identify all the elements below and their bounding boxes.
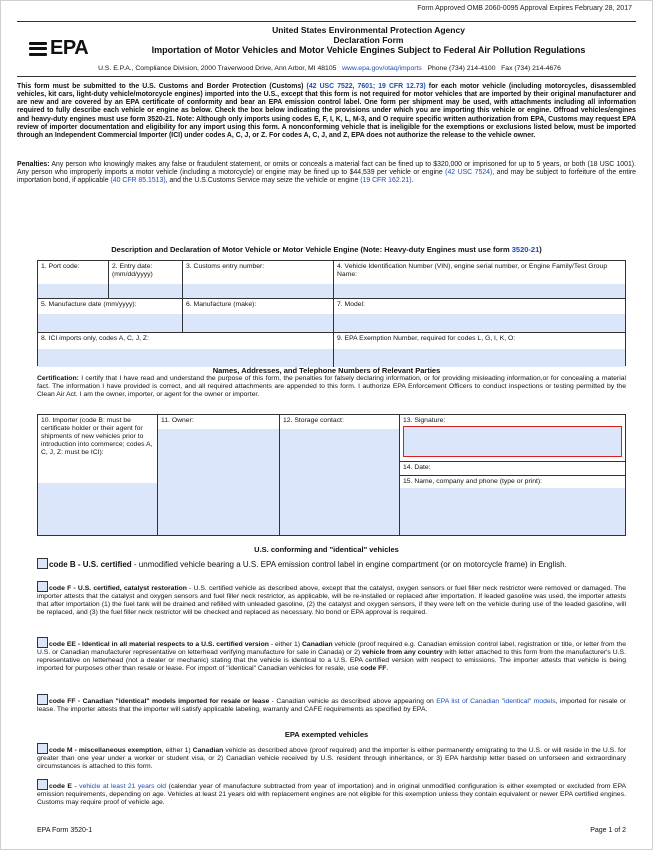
name-company-phone-input[interactable] bbox=[400, 488, 625, 535]
certification-label: Certification: bbox=[37, 375, 79, 382]
grid-row-3 bbox=[38, 333, 625, 367]
code-f-option bbox=[37, 581, 626, 617]
storage-contact-field[interactable] bbox=[280, 415, 400, 535]
exemption-number-label: 9. EPA Exemption Number, required for codes L, G, I, K, O: bbox=[337, 335, 516, 342]
code-b-checkbox[interactable] bbox=[37, 558, 48, 569]
code-ee-text-3: with letter attached to this form from the manufacturer's U.S. representative on letterhead (not a dealer or mechanic) stating that the vehicle is identical to a U.S. EPA certified version with respect to emissions. The importer attests that vehicle is being imported for purposes other than resale or lease. For import of "identical" Canadian vehicles for resale, use bbox=[37, 649, 626, 673]
code-ff-text-2: , imported for resale or lease. The importer attests that the importer will satisfy applicable labeling, warranty and CAFE requirements as specified by EPA. bbox=[37, 698, 626, 714]
code-ff-option bbox=[37, 694, 626, 714]
date-label: 14. Date: bbox=[403, 464, 431, 471]
code-b-text: - unmodified vehicle bearing a U.S. EPA emission control label in engine compartment (or on motorcycle frame) in English. bbox=[131, 560, 567, 569]
importer-label: 10. Importer (code B: must be certificate holder or their agent for shipments of new vehicles prior to introduction into commerce; codes A, C, J, Z: must be ICI): bbox=[41, 417, 153, 457]
name-company-phone-field[interactable] bbox=[400, 476, 625, 535]
manufacture-date-label: 5. Manufacture date (mm/yyyy): bbox=[41, 301, 137, 308]
ici-field[interactable] bbox=[38, 333, 334, 367]
code-e-text-1: - bbox=[71, 783, 80, 790]
signature-field[interactable] bbox=[400, 415, 625, 462]
intro-text-1: This form must be submitted to the U.S. Customs and Border Protection (Customs) bbox=[17, 83, 307, 90]
code-ee-text-4: . bbox=[386, 665, 389, 673]
importer-input[interactable] bbox=[38, 483, 157, 535]
owner-label: 11. Owner: bbox=[161, 417, 194, 424]
epa-logo-icon bbox=[27, 39, 49, 59]
vehicle-description-grid bbox=[37, 260, 626, 366]
manufacture-date-input[interactable] bbox=[38, 314, 182, 332]
manufacture-date-field[interactable] bbox=[38, 299, 183, 332]
code-m-title: code M - miscellaneous exemption bbox=[49, 747, 162, 754]
agency-name: United States Environmental Protection Agency bbox=[272, 25, 465, 35]
penalties-label: Penalties: bbox=[17, 161, 50, 168]
code-f-title: code F - U.S. certified, catalyst restoration bbox=[49, 585, 187, 592]
code-m-text-1: , either 1) bbox=[161, 747, 193, 754]
epa-logo bbox=[27, 37, 88, 61]
form-number: EPA Form 3520-1 bbox=[37, 826, 93, 834]
vin-field[interactable] bbox=[334, 261, 625, 298]
penalties-link-2[interactable]: (40 CFR 85.1513) bbox=[110, 177, 166, 185]
penalties-link-1[interactable]: (42 USC 7524) bbox=[445, 169, 493, 177]
vin-input[interactable] bbox=[334, 284, 625, 298]
code-ee-canadian: Canadian bbox=[302, 641, 333, 648]
model-label: 7. Model: bbox=[337, 301, 365, 308]
port-code-label: 1. Port code: bbox=[41, 263, 80, 270]
code-ee-checkbox[interactable] bbox=[37, 637, 48, 648]
penalties-text-4: . bbox=[411, 177, 414, 185]
owner-input[interactable] bbox=[158, 429, 279, 535]
penalties-text-1: Any person who knowingly makes any false or fraudulent statement, or omits or conceals a material fact can be fined up to $320,000 or imprisoned for up to 5 years, or both (18 USC 1001). Any person who improperly imports a motor vehicle (including a motorcycle) or engine may be fined up to $44,539 per vehicle or engine bbox=[17, 161, 636, 177]
customs-entry-label: 3. Customs entry number: bbox=[186, 263, 265, 270]
agency-fax: Fax (734) 214-4676 bbox=[501, 64, 561, 72]
page-number: Page 1 of 2 bbox=[590, 826, 626, 834]
section-exempted-heading: EPA exempted vehicles bbox=[284, 730, 369, 739]
signature-label: 13. Signature: bbox=[403, 417, 446, 424]
manufacturer-label: 6. Manufacture (make): bbox=[186, 301, 257, 308]
certification-paragraph bbox=[37, 375, 626, 399]
code-e-checkbox[interactable] bbox=[37, 779, 48, 790]
section-description-heading bbox=[17, 246, 636, 255]
code-e-title: code E bbox=[49, 783, 72, 790]
code-ee-ff-ref: code FF bbox=[360, 665, 387, 673]
name-company-phone-label: 15. Name, company and phone (type or print): bbox=[403, 478, 543, 485]
code-ee-text-1: - either 1) bbox=[268, 641, 302, 648]
code-ee-any-country: vehicle from any country bbox=[362, 649, 443, 657]
manufacturer-field[interactable] bbox=[183, 299, 334, 332]
form-header bbox=[17, 21, 636, 77]
form-title: Importation of Motor Vehicles and Motor Vehicle Engines Subject to Federal Air Pollution Regulations bbox=[151, 45, 586, 56]
code-b-option bbox=[37, 558, 626, 569]
code-ee-text-2: vehicle (proof required e.g. Canadian emission control label, registration or title, or letter from the U.S. or Canadian manufacturer representative on letterhead verifying manufacture for sale in Canada) or 2) bbox=[37, 641, 626, 657]
penalties-text-3: , and the U.S.Customs Service may seize the vehicle or engine bbox=[165, 177, 361, 185]
vehicle-21-years-link[interactable]: vehicle at least 21 years old bbox=[79, 783, 167, 790]
code-ff-title: code FF - Canadian "identical" models imported for resale or lease bbox=[49, 698, 270, 705]
intro-text-2: for each motor vehicle (including motorcycles, disassembled vehicles, kit cars, light-duty vehicle/motorcycle engines) imported into the U.S., except that this form is not required for motor vehicles that are imported by their original manufacturer and are new and are covered by an EPA certificate of conformity and bear an EPA emission control label. One form per shipment may be used, with attachments including all information required to fully describe each vehicle or engine as below. Check the box below indicating the provisions under which you are importing this vehicle or engine. Offroad vehicles/engines and heavy-duty engines must use form 3520-21. Note: Although only imports using codes E, F, I, K, L, M-3, and O require specific written authorization from EPA, Customs may request EPA review of importer documentation and eligibility for any import using this form. A nonconforming vehicle that is ineligible for the exemptions or exclusions listed below, must be imported through an Independent Commercial Importer (ICI) under codes A, C, J, or Z. For codes A, C, J, and Z, EPA does not authorize the release to the vehicle owner. bbox=[17, 83, 637, 139]
storage-contact-label: 12. Storage contact: bbox=[283, 417, 344, 424]
section-description-heading-end: ) bbox=[539, 245, 542, 254]
penalties-paragraph bbox=[17, 161, 636, 185]
code-m-text-2: vehicle as described above (proof required) and the importer is either permanently emigrating to the U.S. or will reside in the U.S. for greater than one year under a worker or student visa, or 2) Canadian vehicle received by U.S. resident through inheritance, or 3) EPA hardship letter based on unforseen and extraordinary circumstances is attached to this form. bbox=[37, 747, 626, 771]
vin-label: 4. Vehicle Identification Number (VIN), engine serial number, or Engine Family/Test Group Name: bbox=[337, 263, 608, 279]
imports-url-link[interactable]: www.epa.gov/otaq/imports bbox=[342, 64, 422, 72]
code-ff-text-1: - Canadian vehicle as described above appearing on bbox=[269, 698, 437, 705]
intro-paragraph bbox=[17, 83, 636, 140]
code-ee-option bbox=[37, 637, 626, 673]
exemption-number-field[interactable] bbox=[334, 333, 625, 367]
customs-entry-field[interactable] bbox=[183, 261, 334, 298]
importer-field[interactable] bbox=[38, 415, 158, 535]
ici-label: 8. ICI imports only, codes A, C, J, Z: bbox=[41, 335, 149, 342]
section-parties-heading: Names, Addresses, and Telephone Numbers of Relevant Parties bbox=[212, 366, 441, 375]
entry-date-label: 2. Entry date: (mm/dd/yyyy) bbox=[112, 263, 153, 279]
penalties-link-3[interactable]: (19 CFR 162.21) bbox=[360, 177, 412, 185]
owner-field[interactable] bbox=[158, 415, 280, 535]
agency-address-line bbox=[27, 65, 632, 73]
section-us-conforming-heading: U.S. conforming and "identical" vehicles bbox=[254, 545, 399, 554]
manufacturer-input[interactable] bbox=[183, 314, 333, 332]
port-code-input[interactable] bbox=[38, 284, 108, 298]
epa-logo-text: EPA bbox=[50, 37, 89, 59]
grid-row-2 bbox=[38, 299, 625, 333]
date-field[interactable] bbox=[400, 462, 625, 476]
certification-text: I certify that I have read and understand the purpose of this form, the penalties for falsely declaring information, or for providing misleading information,or for concealing a material fact. The information I have provided is correct, and all required attachments are appended to this form. I authorize EPA Enforcement Officers to conduct inspections or testing permitted by the Clean Air Act. I am the owner, importer, or agent for the owner or importer. bbox=[37, 375, 626, 399]
agency-address: U.S. E.P.A., Compliance Division, 2000 Traverwood Drive, Ann Arbor, MI 48105 bbox=[98, 64, 337, 72]
form-3520-21-link[interactable]: 3520-21 bbox=[511, 245, 540, 254]
code-e-text-2: (calendar year of manufacture subtracted from year of importation) and in original unmodified configuration is either exempted or excluded from EPA emission requirements, depending on age. Vehicles at least 21 years old with replacement engines are not eligible for this exemption unless they contain equivalent or newer EPA certified engines. Customs may require proof of vehicle age. bbox=[37, 783, 627, 807]
entry-date-input[interactable] bbox=[109, 284, 182, 298]
code-b-title: code B - U.S. certified bbox=[49, 560, 132, 569]
code-ff-checkbox[interactable] bbox=[37, 694, 48, 705]
code-f-checkbox[interactable] bbox=[37, 581, 48, 592]
customs-entry-input[interactable] bbox=[183, 284, 333, 298]
storage-contact-input[interactable] bbox=[280, 429, 399, 535]
port-code-field[interactable] bbox=[38, 261, 109, 298]
code-e-option bbox=[37, 779, 626, 807]
model-input[interactable] bbox=[334, 314, 625, 332]
form-type: Declaration Form bbox=[333, 35, 404, 46]
section-description-heading-text: Description and Declaration of Motor Vehicle or Motor Vehicle Engine (Note: Heavy-duty Engines must use form bbox=[111, 245, 512, 254]
code-m-option bbox=[37, 743, 626, 771]
ici-input[interactable] bbox=[38, 349, 333, 367]
code-f-text: - U.S. certified vehicle as described above, except that the catalyst, oxygen sensors or fuel filler neck restrictor were removed or damaged. The importer attests that the catalyst and oxygen sensors and fuel filler neck restrictor, as applicable, will be re-installed or replaced after importation. If leaded gasoline was used, the importer attests that after importation (1) the fuel tank will be drained and refilled with unleaded gasoline, (2) the catalyst and oxygen sensors, if they were left on the vehicle during use of the leaded gasoline, will be replaced, and (3) the fuel filler neck restrictor will be checked and replaced as necessary. No bond or EPA approval is required. bbox=[37, 585, 626, 617]
exemption-number-input[interactable] bbox=[334, 349, 625, 367]
model-field[interactable] bbox=[334, 299, 625, 332]
code-m-canadian: Canadian bbox=[192, 747, 224, 754]
code-ee-title: code EE - Identical in all material respects to a U.S. certified version bbox=[49, 641, 269, 648]
signature-input[interactable] bbox=[403, 426, 622, 457]
penalties-text-2: , and may be subject to forfeiture of the entire importation bond, if applicable bbox=[17, 169, 636, 185]
canadian-identical-list-link[interactable]: EPA list of Canadian "identical" models bbox=[436, 698, 556, 705]
omb-approval-note: Form Approved OMB 2060-0095 Approval Expires February 28, 2017 bbox=[417, 5, 632, 12]
grid-row-1 bbox=[38, 261, 625, 299]
agency-phone: Phone (734) 214-4100 bbox=[427, 64, 496, 72]
entry-date-field[interactable] bbox=[109, 261, 183, 298]
code-m-checkbox[interactable] bbox=[37, 743, 48, 754]
intro-statute-link[interactable]: (42 USC 7522, 7601; 19 CFR 12.73) bbox=[306, 83, 426, 90]
parties-grid bbox=[37, 414, 626, 536]
